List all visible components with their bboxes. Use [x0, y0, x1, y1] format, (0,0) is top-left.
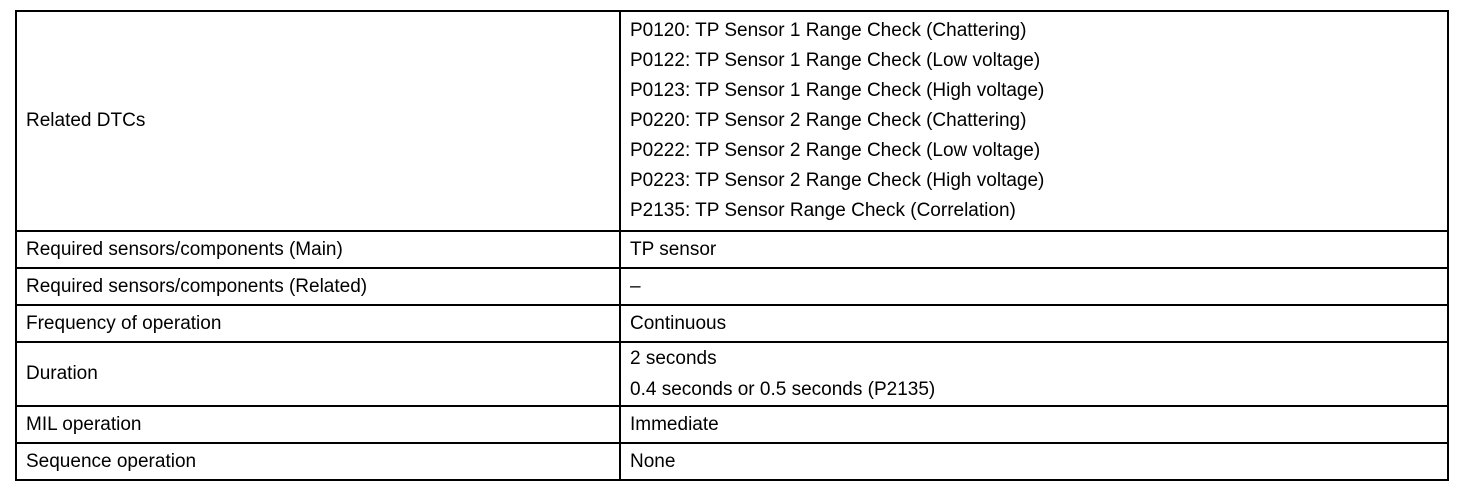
- table-row-required-main: [16, 231, 1448, 268]
- table-row-sequence-operation: [16, 443, 1448, 480]
- table-row-duration: [16, 342, 1448, 406]
- dtc-p0120: P0120: TP Sensor 1 Range Check (Chattering): [630, 20, 1027, 41]
- duration-line-2: 0.4 seconds or 0.5 seconds (P2135): [630, 379, 936, 400]
- row-value: None: [620, 443, 1448, 480]
- dtc-p0122: P0122: TP Sensor 1 Range Check (Low voltage): [630, 50, 1041, 71]
- row-label: Sequence operation: [16, 443, 620, 480]
- row-label: Duration: [16, 342, 620, 406]
- row-label: Required sensors/components (Main): [16, 231, 620, 268]
- dtc-p0220: P0220: TP Sensor 2 Range Check (Chattering): [630, 110, 1027, 131]
- table-row-mil-operation: [16, 406, 1448, 443]
- table-row-related-dtcs: [16, 11, 1448, 231]
- table-row-required-related: [16, 268, 1448, 305]
- row-value: [620, 342, 1448, 406]
- row-value: [620, 11, 1448, 231]
- dtc-p2135: P2135: TP Sensor Range Check (Correlation): [630, 200, 1016, 221]
- row-value: Immediate: [620, 406, 1448, 443]
- row-value: TP sensor: [620, 231, 1448, 268]
- table-row-frequency: [16, 305, 1448, 342]
- row-label: Frequency of operation: [16, 305, 620, 342]
- row-label: Required sensors/components (Related): [16, 268, 620, 305]
- row-value: –: [620, 268, 1448, 305]
- duration-line-1: 2 seconds: [630, 348, 717, 369]
- row-value: Continuous: [620, 305, 1448, 342]
- monitor-spec-table: [15, 10, 1449, 481]
- dtc-p0223: P0223: TP Sensor 2 Range Check (High voltage): [630, 170, 1045, 191]
- row-label: MIL operation: [16, 406, 620, 443]
- row-label: Related DTCs: [16, 11, 620, 231]
- dtc-p0222: P0222: TP Sensor 2 Range Check (Low voltage): [630, 140, 1041, 161]
- dtc-p0123: P0123: TP Sensor 1 Range Check (High voltage): [630, 80, 1045, 101]
